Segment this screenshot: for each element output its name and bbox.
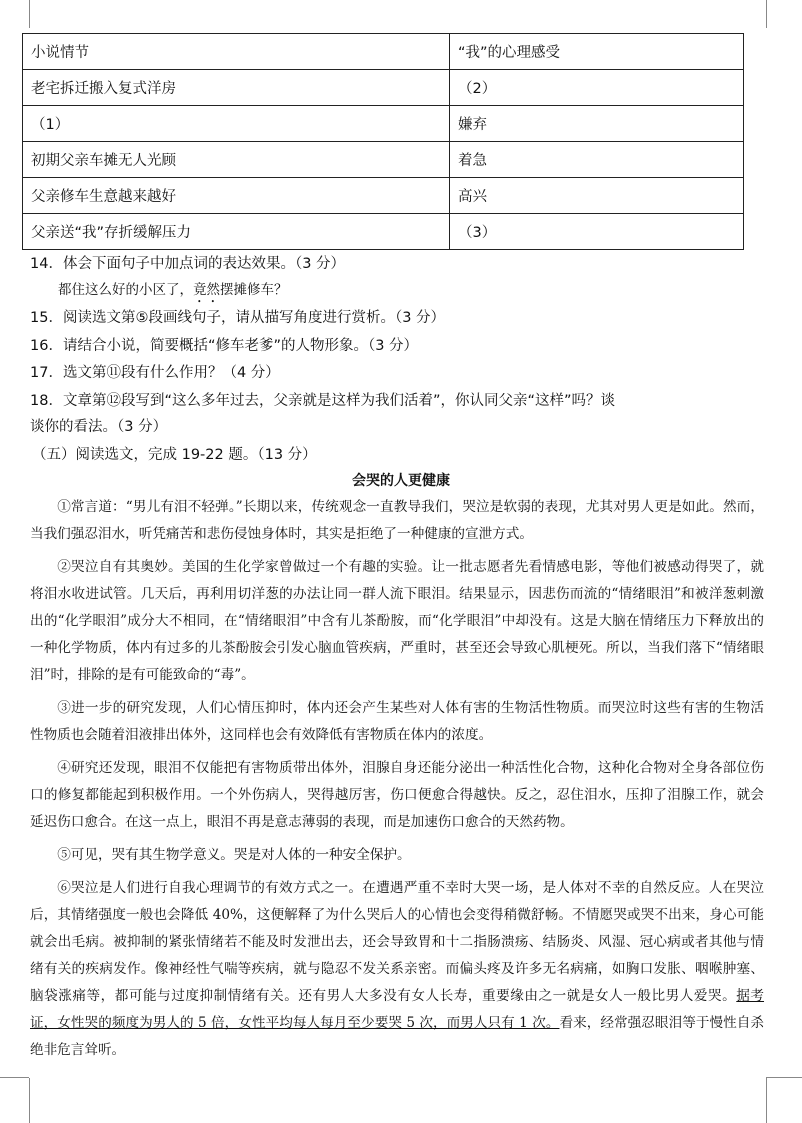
- paragraph-6-text: ⑥哭泣是人们进行自我心理调节的有效方式之一。在遭遇严重不幸时大哭一场，是人体对不幸的自然反应。人在哭泣后，其情绪强度一般也会降低 40%，这便解释了为什么哭后人的心情也会变得稍微舒畅。不情愿哭或哭不出来，身心可能就会出毛病。被抑制的紧张情绪若不能及时发泄出去，还会导致胃和十二指肠溃疡、结肠炎、风湿、冠心病或者其他与情绪有关的疾病发作。像神经性气喘等疾病，就与隐忍不发关系亲密。而偏头疼及许多无名病痛，如胸口发胀、咽喉肿塞、脑袋涨痛等，都可能与过度抑制情绪有关。还有男人大多没有女人长寿，重要缘由之一就是女人一般比男人爱哭。: [30, 880, 764, 1004]
- question-18-line2: 谈你的看法。（3 分）: [30, 419, 168, 435]
- crop-mark-bottom-right-v: [766, 1078, 767, 1123]
- table-cell-feeling: （3）: [450, 214, 744, 250]
- article-paragraph-4: ④研究还发现，眼泪不仅能把有害物质带出体外，泪腺自身还能分泌出一种活性化合物，这种化合物对全身各部位伤口的修复都能起到积极作用。一个外伤病人，哭得越厉害，伤口便愈合得越快。反之，忍住泪水，压抑了泪腺工作，就会延迟伤口愈合。在这一点上，眼泪不再是意志薄弱的表现，而是加速伤口愈合的天然药物。: [30, 760, 764, 830]
- table-cell-plot: 父亲送“我”存折缓解压力: [23, 214, 450, 250]
- plot-feeling-table: [22, 33, 744, 250]
- dotted-word: 竟然: [193, 282, 220, 298]
- table-cell-feeling: 嫌弃: [450, 106, 744, 142]
- crop-mark-bottom-left-v: [29, 1078, 30, 1123]
- table-row: [23, 142, 744, 178]
- article-paragraph-5: ⑤可见，哭有其生物学意义。哭是对人体的一种安全保护。: [57, 847, 411, 863]
- article-paragraph-1: ①常言道：“男儿有泪不轻弹。”长期以来，传统观念一直教导我们，哭泣是软弱的表现，尤其对男人更是如此。然而，当我们强忍泪水，听凭痛苦和悲伤侵蚀身体时，其实是拒绝了一种健康的宣泄方式。: [30, 499, 764, 542]
- table-row: [23, 106, 744, 142]
- table-cell-plot: 初期父亲车摊无人光顾: [23, 142, 450, 178]
- question-14: 14．体会下面句子中加点词的表达效果。（3 分）: [30, 256, 346, 272]
- question-18-line1: 18．文章第⑫段写到“这么多年过去，父亲就是这样为我们活着”，你认同父亲“这样”吗？谈: [30, 393, 615, 409]
- table-cell-feeling: 高兴: [450, 178, 744, 214]
- table-cell-plot: 老宅拆迁搬入复式洋房: [23, 70, 450, 106]
- table-row: [23, 70, 744, 106]
- table-cell-plot: （1）: [23, 106, 450, 142]
- paragraph-6-ending: 看来，经常强忍眼泪等于慢性自杀绝非危言耸听。: [30, 1015, 764, 1058]
- section-5-heading: （五）阅读选文，完成 19-22 题。（13 分）: [32, 447, 317, 463]
- question-14-quote: [58, 278, 288, 306]
- crop-mark-top-right-v: [766, 0, 767, 28]
- quote-text-after: 摆摊修车？: [220, 282, 288, 298]
- table-row: [23, 178, 744, 214]
- question-17: 17．选文第⑪段有什么作用？（4 分）: [30, 365, 280, 381]
- article-paragraph-2: ②哭泣自有其奥妙。美国的生化学家曾做过一个有趣的实验。让一批志愿者先看情感电影，等他们被感动得哭了，就将泪水收进试管。几天后，再利用切洋葱的办法让同一群人流下眼泪。结果显示，因悲伤而流的“情绪眼泪”和被洋葱刺激出的“化学眼泪”成分大不相同，在“情绪眼泪”中含有儿茶酚胺，而“化学眼泪”中却没有。这是大脑在情绪压力下释放出的一种化学物质，体内有过多的儿茶酚胺会引发心脑血管疾病，严重时，甚至还会导致心肌梗死。所以，当我们落下“情绪眼泪”时，排除的是有可能致命的“毒”。: [30, 559, 764, 683]
- crop-mark-bottom-right-h: [766, 1077, 802, 1078]
- question-16: 16．请结合小说，简要概括“修车老爹”的人物形象。（3 分）: [30, 338, 419, 354]
- article-title: 会哭的人更健康: [352, 473, 450, 489]
- article-paragraph-3: ③进一步的研究发现，人们心情压抑时，体内还会产生某些对人体有害的生物活性物质。而哭泣时这些有害的生物活性物质也会随着泪液排出体外，这同样也会有效降低有害物质在体内的浓度。: [30, 700, 764, 743]
- table-header-plot: 小说情节: [23, 34, 450, 70]
- crop-mark-bottom-left-h: [0, 1077, 29, 1078]
- table-cell-feeling: （2）: [450, 70, 744, 106]
- article-body: [30, 494, 764, 1070]
- quote-text-before: 都住这么好的小区了，: [58, 282, 193, 298]
- underlined-sentence: 据考证，女性哭的频度为男人的 5 倍，女性平均每人每月至少要哭 5 次，而男人只有 1 次。: [30, 988, 765, 1031]
- question-15: 15．阅读选文第⑤段画线句子，请从描写角度进行赏析。（3 分）: [30, 310, 446, 326]
- table-header-feeling: “我”的心理感受: [450, 34, 744, 70]
- article-paragraph-6: [30, 875, 764, 1064]
- table-cell-plot: 父亲修车生意越来越好: [23, 178, 450, 214]
- table-header-row: [23, 34, 744, 70]
- table-row: [23, 214, 744, 250]
- crop-mark-top-left-v: [29, 0, 30, 28]
- table-cell-feeling: 着急: [450, 142, 744, 178]
